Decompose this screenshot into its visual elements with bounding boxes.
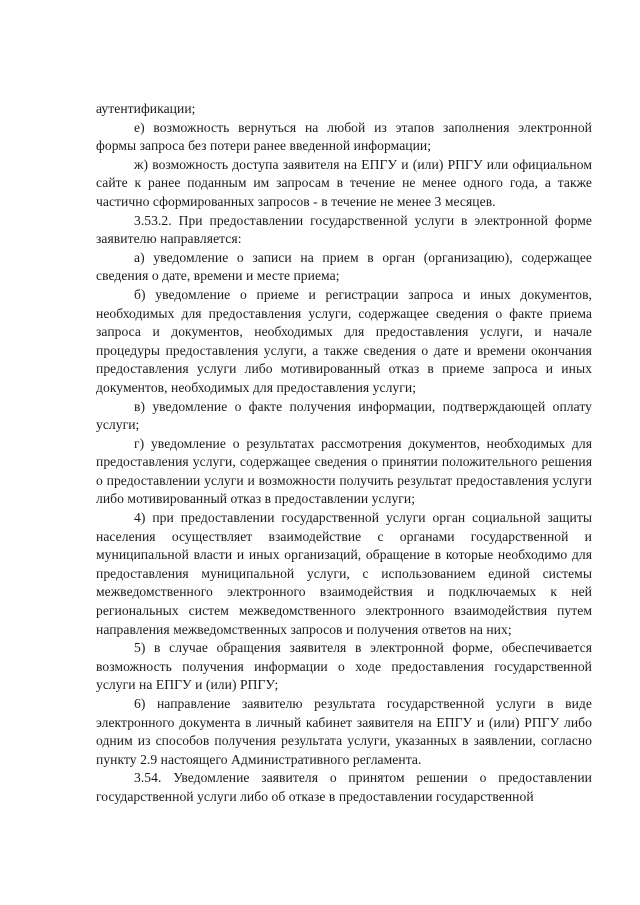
- paragraph-item-b: б) уведомление о приеме и регистрации запроса и иных документов, необходимых для предоставления услуги, содержащее сведения о факте приема запроса и документов, необходимых для предоставления услуги, и начале процедуры предоставления услуги, а также сведения о дате и времени окончания предоставления услуги либо мотивированный отказ в приеме запроса и иных документов, необходимых для предоставления услуги;: [96, 286, 592, 395]
- paragraph-item-a: а) уведомление о записи на прием в орган (организацию), содержащее сведения о дате, времени и месте приема;: [96, 249, 592, 284]
- document-body: [96, 100, 592, 807]
- paragraph-item-v: в) уведомление о факте получения информации, подтверждающей оплату услуги;: [96, 398, 592, 433]
- paragraph-clause-3-53-2: 3.53.2. При предоставлении государственной услуги в электронной форме заявителю направляется:: [96, 212, 592, 247]
- paragraph-item-6: 6) направление заявителю результата государственной услуги в виде электронного документа в личный кабинет заявителя на ЕПГУ и (или) РПГУ либо одним из способов получения результата услуги, указанных в заявлении, согласно пункту 2.9 настоящего Административного регламента.: [96, 696, 592, 767]
- paragraph-item-5: 5) в случае обращения заявителя в электронной форме, обеспечивается возможность получения информации о ходе предоставления государственной услуги на ЕПГУ и (или) РПГУ;: [96, 640, 592, 693]
- paragraph-item-g: г) уведомление о результатах рассмотрения документов, необходимых для предоставления услуги, содержащее сведения о принятии положительного решения о предоставлении услуги и возможности получить результат предоставления услуги либо мотивированный отказ в предоставлении услуги;: [96, 435, 592, 507]
- paragraph-authentication-end: аутентификации;: [96, 101, 196, 116]
- paragraph-item-zh: ж) возможность доступа заявителя на ЕПГУ и (или) РПГУ или официальном сайте к ранее поданным им запросам в течение не менее одного года, а также частично сформированных запросов - в течение не менее 3 месяцев.: [96, 156, 592, 209]
- paragraph-item-4: 4) при предоставлении государственной услуги орган социальной защиты населения осуществляет взаимодействие с органами государственной и муниципальной власти и иных организаций, обращение в которые необходимо для предоставления муниципальной услуги, с использованием единой системы межведомственного электронного взаимодействия и подключаемых к ней региональных систем межведомственного электронного взаимодействия путем направления межведомственных запросов и получения ответов на них;: [96, 510, 592, 637]
- paragraph-item-e: е) возможность вернуться на любой из этапов заполнения электронной формы запроса без потери ранее введенной информации;: [96, 119, 592, 154]
- paragraph-clause-3-54: 3.54. Уведомление заявителя о принятом решении о предоставлении государственной услуги либо об отказе в предоставлении государственной: [96, 770, 592, 804]
